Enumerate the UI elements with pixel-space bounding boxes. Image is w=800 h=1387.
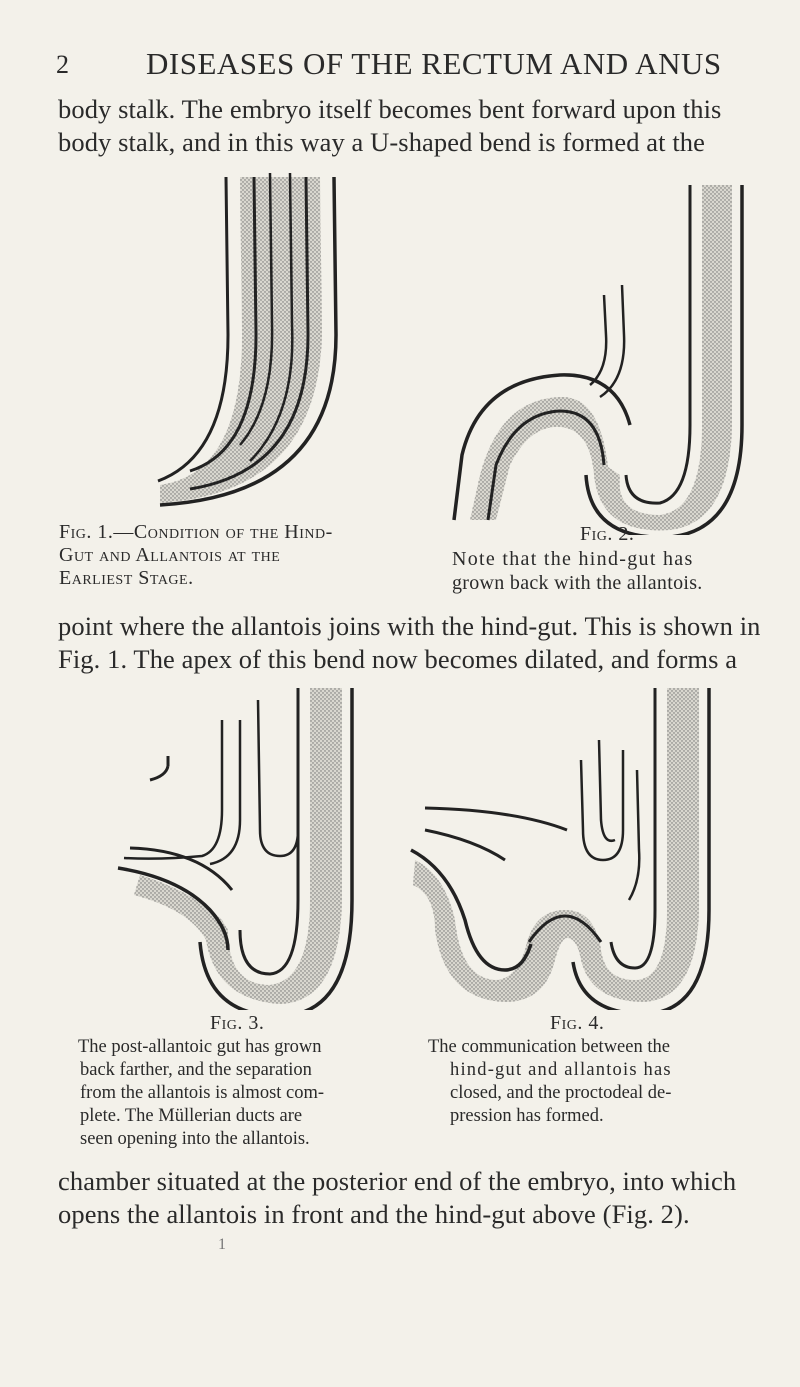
body-text-line: body stalk. The embryo itself becomes bent forward upon this bbox=[58, 94, 722, 124]
figure-4-illustration bbox=[405, 680, 745, 1010]
figure-3-illustration bbox=[110, 680, 380, 1010]
running-title: DISEASES OF THE RECTUM AND ANUS bbox=[146, 46, 722, 81]
figure-3-caption-line: The post-allantoic gut has grown bbox=[78, 1037, 322, 1057]
figure-3-caption-line: from the allantois is almost com- bbox=[80, 1083, 325, 1103]
figure-1-caption-line: Fig. 1.—Condition of the Hind- bbox=[59, 521, 333, 543]
figure-3-title: Fig. 3. bbox=[210, 1012, 265, 1034]
figure-2-illustration bbox=[440, 175, 760, 535]
body-text-line: chamber situated at the posterior end of the embryo, into which bbox=[58, 1166, 737, 1196]
figure-3-caption-line: seen opening into the allantois. bbox=[80, 1129, 310, 1149]
figure-4-caption-line: pression has formed. bbox=[450, 1106, 604, 1126]
figure-1-caption-line: Gut and Allantois at the bbox=[59, 544, 281, 566]
body-text-line: opens the allantois in front and the hind-gut above (Fig. 2). bbox=[58, 1199, 690, 1229]
body-text-line: body stalk, and in this way a U-shaped bend is formed at the bbox=[58, 127, 706, 157]
body-text-line: Fig. 1. The apex of this bend now becomes dilated, and forms a bbox=[58, 644, 738, 674]
figure-2-title: Fig. 2. bbox=[580, 523, 635, 545]
figure-4-caption-line: hind-gut and allantois has bbox=[450, 1060, 672, 1080]
figure-1-illustration bbox=[130, 165, 400, 510]
body-text-line: point where the allantois joins with the hind-gut. This is shown in bbox=[58, 611, 761, 641]
figure-4-title: Fig. 4. bbox=[550, 1012, 605, 1034]
figure-4-caption-line: The communication between the bbox=[428, 1037, 670, 1057]
signature-mark: 1 bbox=[218, 1236, 226, 1253]
figure-3-caption-line: plete. The Müllerian ducts are bbox=[80, 1106, 303, 1126]
figure-2-caption-line: grown back with the allantois. bbox=[452, 572, 703, 594]
figure-3-caption-line: back farther, and the separation bbox=[80, 1060, 312, 1080]
figure-4-caption-line: closed, and the proctodeal de- bbox=[450, 1083, 672, 1103]
page-number: 2 bbox=[56, 50, 69, 79]
figure-2-caption-line: Note that the hind-gut has bbox=[452, 548, 694, 570]
figure-1-caption-line: Earliest Stage. bbox=[59, 567, 194, 589]
